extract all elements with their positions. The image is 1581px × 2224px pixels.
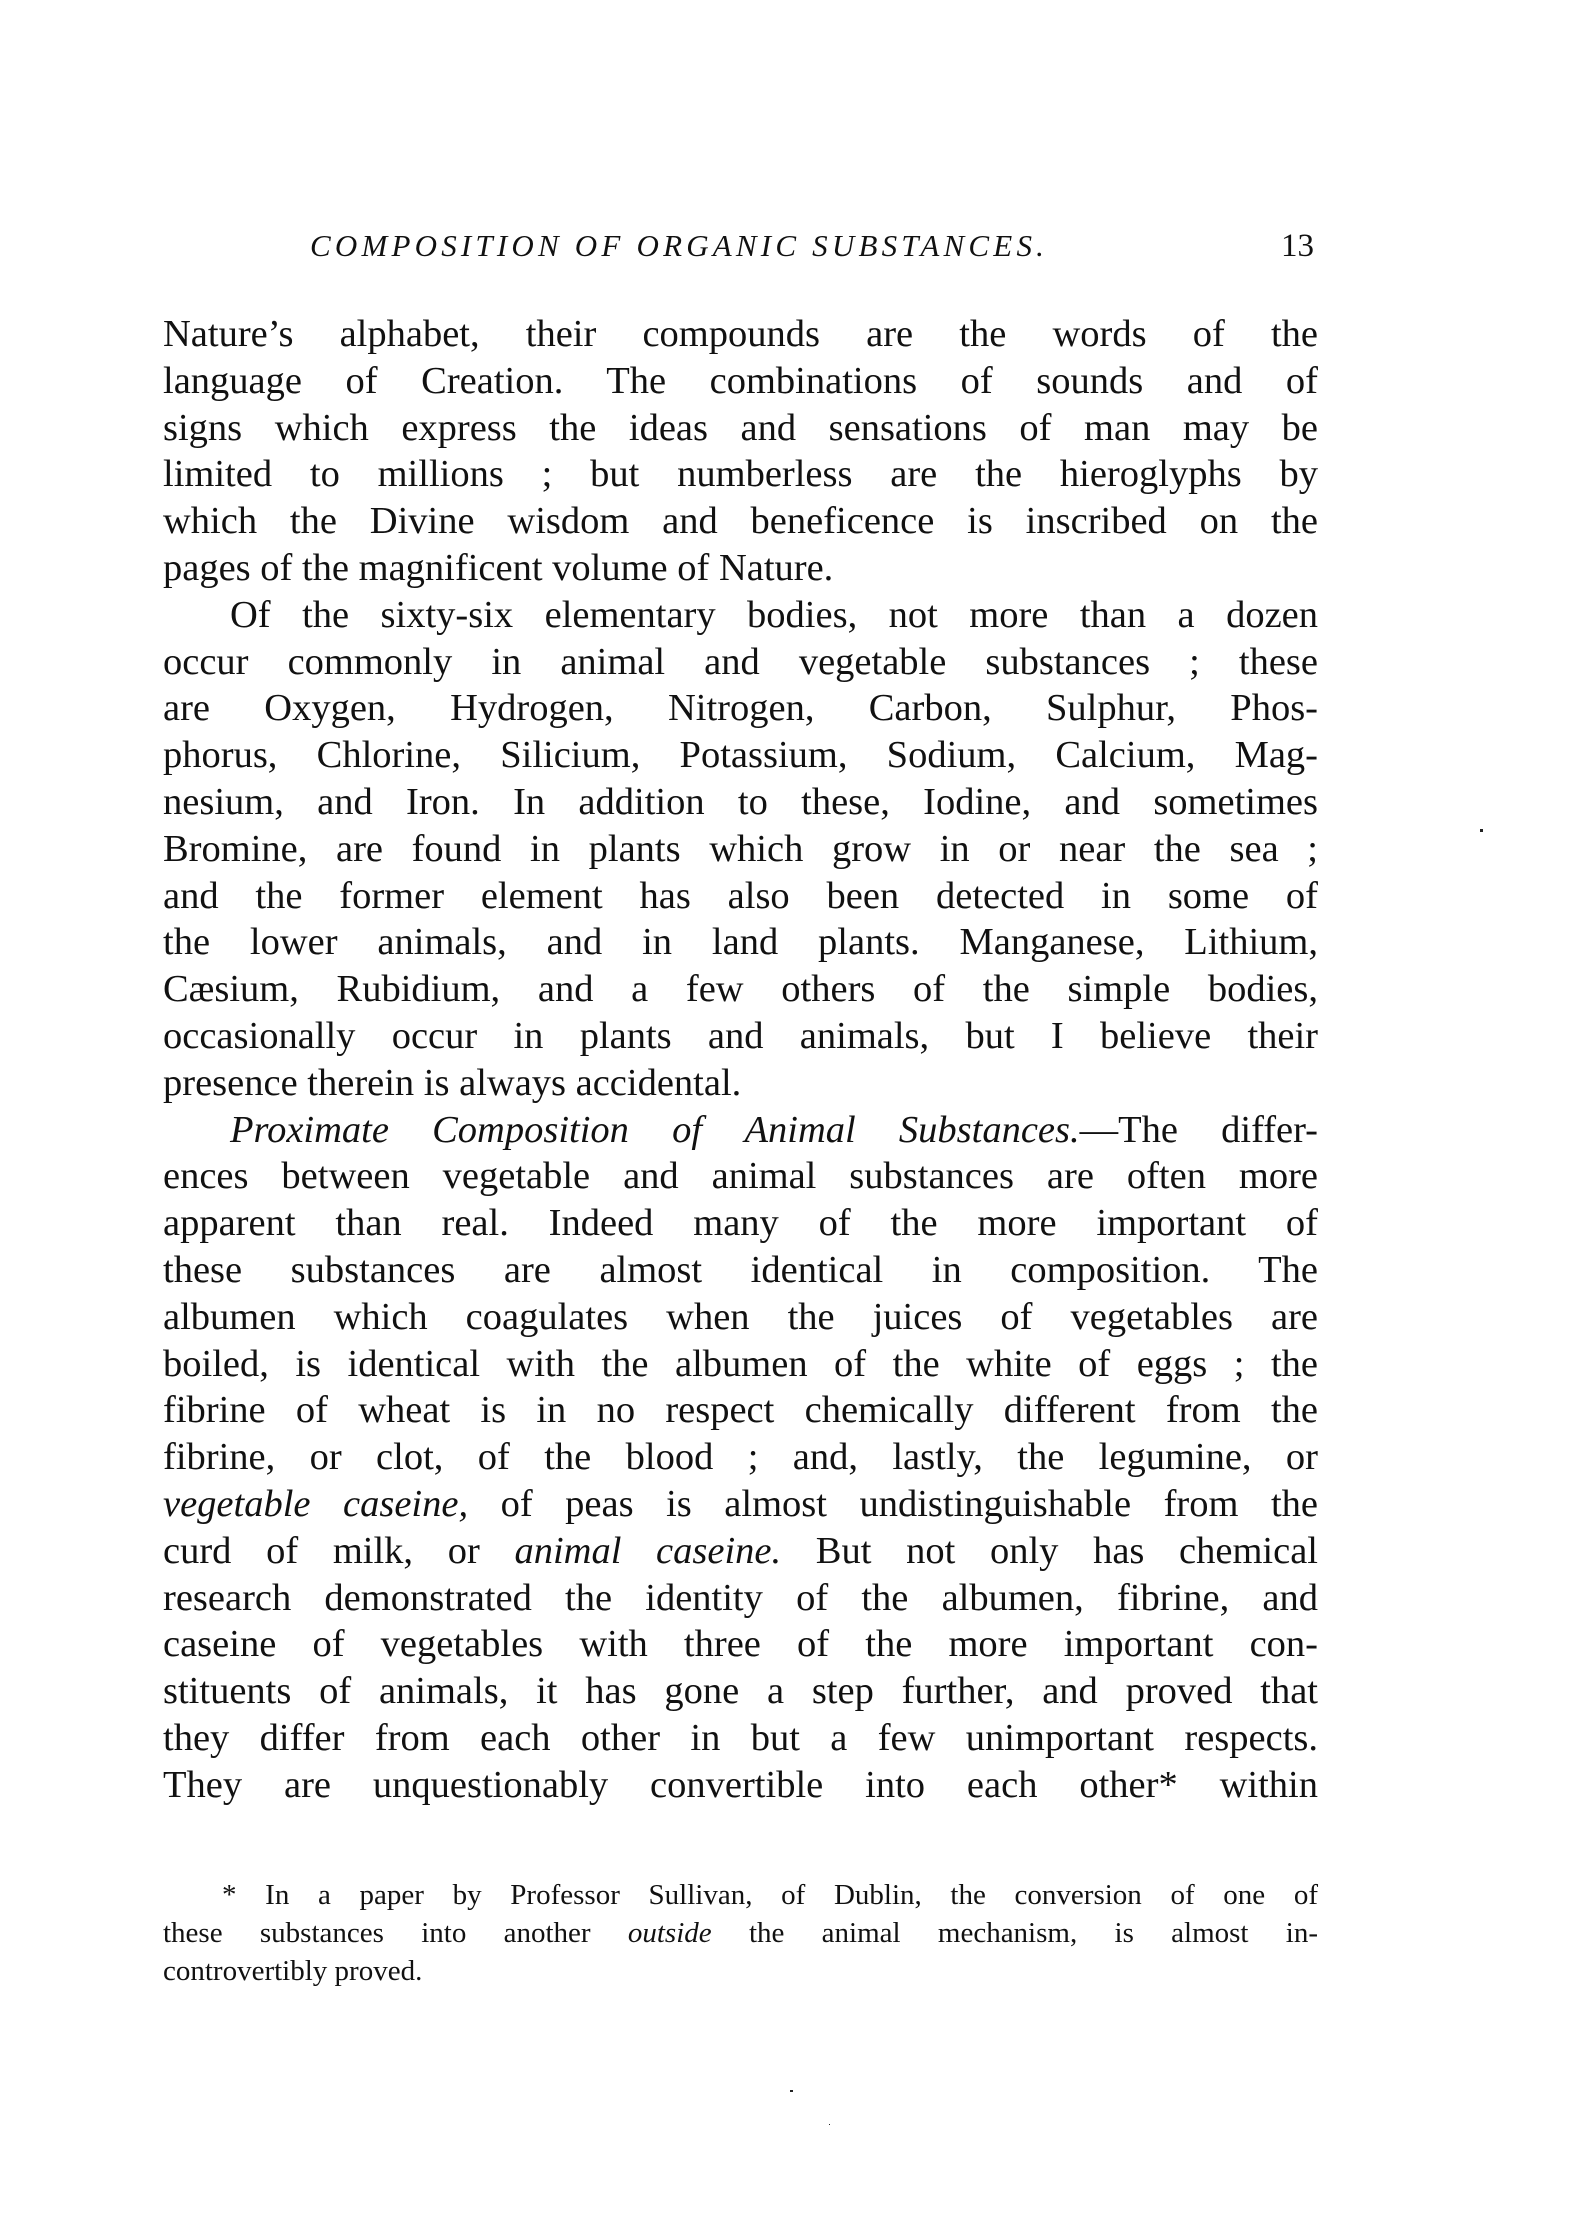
text-line: ences between vegetable and animal substances are often more: [163, 1155, 1318, 1198]
footnote-line: controvertibly proved.: [163, 1955, 423, 1987]
italic-term: vegetable caseine,: [163, 1482, 469, 1525]
text-line: signs which express the ideas and sensations of man may be: [163, 406, 1318, 449]
text-line: caseine of vegetables with three of the more important con-: [163, 1623, 1318, 1666]
text-line: the lower animals, and in land plants. Manganese, Lithium,: [163, 921, 1318, 964]
scan-speck: [790, 2090, 793, 2092]
text-line: are Oxygen, Hydrogen, Nitrogen, Carbon, Sulphur, Phos-: [163, 687, 1318, 730]
text-line: occur commonly in animal and vegetable substances ; these: [163, 640, 1318, 683]
text-line: apparent than real. Indeed many of the more important of: [163, 1202, 1318, 1245]
text-line: they differ from each other in but a few unimportant respects.: [163, 1716, 1318, 1759]
body-text: [163, 311, 1318, 1809]
paragraph-first-line: Of the sixty-six elementary bodies, not more than a dozen: [230, 593, 1318, 636]
footnote-line: these substances into another outside the animal mechanism, is almost in-: [163, 1917, 1318, 1949]
text-line: stituents of animals, it has gone a step further, and proved that: [163, 1670, 1318, 1713]
text-line: limited to millions ; but numberless are the hieroglyphs by: [163, 453, 1318, 496]
text-line: vegetable caseine, of peas is almost undistinguishable from the: [163, 1482, 1318, 1525]
text-line: these substances are almost identical in composition. The: [163, 1248, 1318, 1291]
text-line: nesium, and Iron. In addition to these, Iodine, and sometimes: [163, 780, 1318, 823]
text-line: presence therein is always accidental.: [163, 1061, 742, 1104]
italic-term: outside: [627, 1917, 712, 1949]
text-line: which the Divine wisdom and beneficence is inscribed on the: [163, 500, 1318, 543]
footnote-line: * In a paper by Professor Sullivan, of Dublin, the conversion of one of: [222, 1879, 1318, 1911]
text-line: albumen which coagulates when the juices of vegetables are: [163, 1295, 1318, 1338]
section-heading-line: Proximate Composition of Animal Substances.—The differ-: [230, 1108, 1318, 1151]
running-head: [163, 226, 1318, 270]
page-number: 13: [1281, 228, 1314, 264]
section-heading: Proximate Composition of Animal Substances.: [230, 1108, 1080, 1151]
text-line: Nature’s alphabet, their compounds are the words of the: [163, 313, 1318, 355]
text-line: pages of the magnificent volume of Nature.: [163, 546, 834, 589]
text-line: curd of milk, or animal caseine. But not only has chemical: [163, 1529, 1318, 1572]
running-title: COMPOSITION OF ORGANIC SUBSTANCES.: [310, 228, 1049, 263]
scan-speck: [1480, 829, 1483, 832]
italic-term: animal caseine.: [514, 1529, 782, 1572]
text-line: Bromine, are found in plants which grow in or near the sea ;: [163, 827, 1318, 870]
text-line: fibrine of wheat is in no respect chemically different from the: [163, 1389, 1318, 1432]
text-line: research demonstrated the identity of the albumen, fibrine, and: [163, 1576, 1318, 1619]
scan-speck: [829, 2124, 830, 2125]
text-line: boiled, is identical with the albumen of the white of eggs ; the: [163, 1342, 1318, 1385]
text-line: They are unquestionably convertible into each other* within: [163, 1763, 1318, 1806]
text-line: phorus, Chlorine, Silicium, Potassium, Sodium, Calcium, Mag-: [163, 734, 1318, 777]
text-line: language of Creation. The combinations of sounds and of: [163, 359, 1318, 402]
footnote: [163, 1876, 1318, 1990]
text-line: Cæsium, Rubidium, and a few others of the simple bodies,: [163, 968, 1318, 1011]
text-line: and the former element has also been detected in some of: [163, 874, 1318, 917]
text-line: fibrine, or clot, of the blood ; and, lastly, the legumine, or: [163, 1436, 1318, 1479]
text-line: occasionally occur in plants and animals, but I believe their: [163, 1014, 1318, 1057]
